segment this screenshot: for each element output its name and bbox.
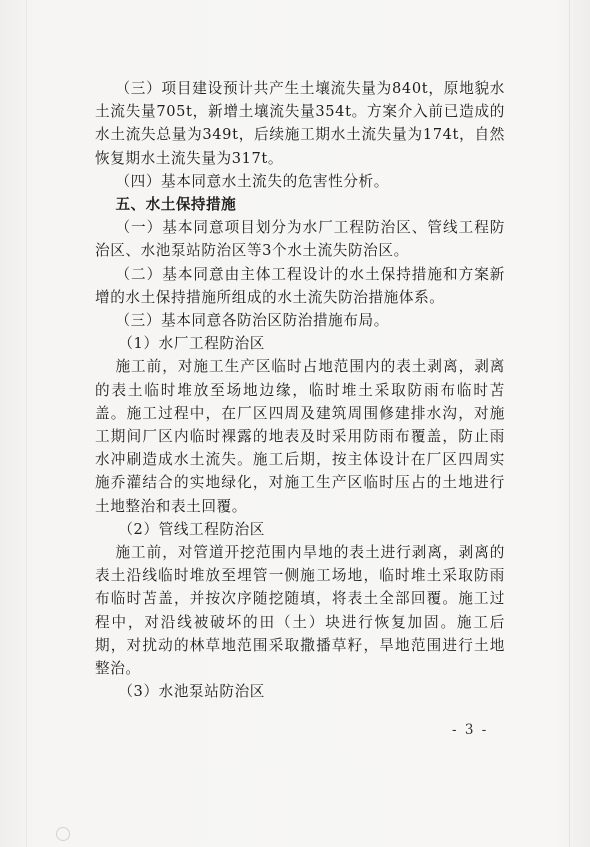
subheading-waterworks-zone: （1）水厂工程防治区: [118, 335, 265, 353]
paragraph-waterworks-measures: 施工前，对施工生产区临时占地范围内的表土剥离，剥离的表土临时堆放至场地边缘，临时堆土采取防雨布临时苫盖。施工过程中，在厂区四周及建筑周围修建排水沟，对施工期间厂区内临时裸露的地表及时采用防雨布覆盖，防止雨水冲刷造成水土流失。施工后期，按主体设计在厂区四周实施乔灌结合的实地绿化，对施工生产区临时压占的土地进行土地整治和表土回覆。: [95, 358, 505, 515]
page-number: - 3 -: [452, 722, 489, 738]
paragraph-hazard-analysis: （四）基本同意水土流失的危害性分析。: [115, 172, 389, 190]
paragraph-soil-loss-amounts: （三）项目建设预计共产生土壤流失量为840t，原地貌水土流失量705t，新增土壤流失量354t。方案介入前已造成的水土流失总量为349t，后续施工期水土流失量为174t，自然恢复期水土流失量为317t。: [95, 80, 505, 167]
paragraph-measure-layout: （三）基本同意各防治区防治措施布局。: [115, 312, 389, 330]
paper-edge-left: [26, 0, 27, 847]
paper-edge-right: [569, 0, 570, 847]
paragraph-pipeline-measures: 施工前，对管道开挖范围内旱地的表土进行剥离，剥离的表土沿线临时堆放至埋管一侧施工场地，临时堆土采取防雨布临时苫盖，并按次序随挖随填，将表土全部回覆。施工过程中，对沿线被破坏的田（土）块进行恢复加固。施工后期，对扰动的林草地范围采取撒播草籽，旱地范围进行土地整治。: [95, 544, 505, 678]
paragraph-prevention-zones: （一）基本同意项目划分为水厂工程防治区、管线工程防治区、水池泵站防治区等3个水土流失防治区。: [95, 219, 505, 260]
subheading-pump-station-zone: （3）水池泵站防治区: [118, 683, 265, 701]
binding-hole-mark: [56, 827, 70, 841]
section-heading-conservation-measures: 五、水土保持措施: [115, 196, 237, 214]
subheading-pipeline-zone: （2）管线工程防治区: [118, 520, 265, 538]
document-body: [95, 77, 505, 703]
paragraph-measure-system: （二）基本同意由主体工程设计的水土保持措施和方案新增的水土保持措施所组成的水土流失防治措施体系。: [95, 265, 505, 306]
